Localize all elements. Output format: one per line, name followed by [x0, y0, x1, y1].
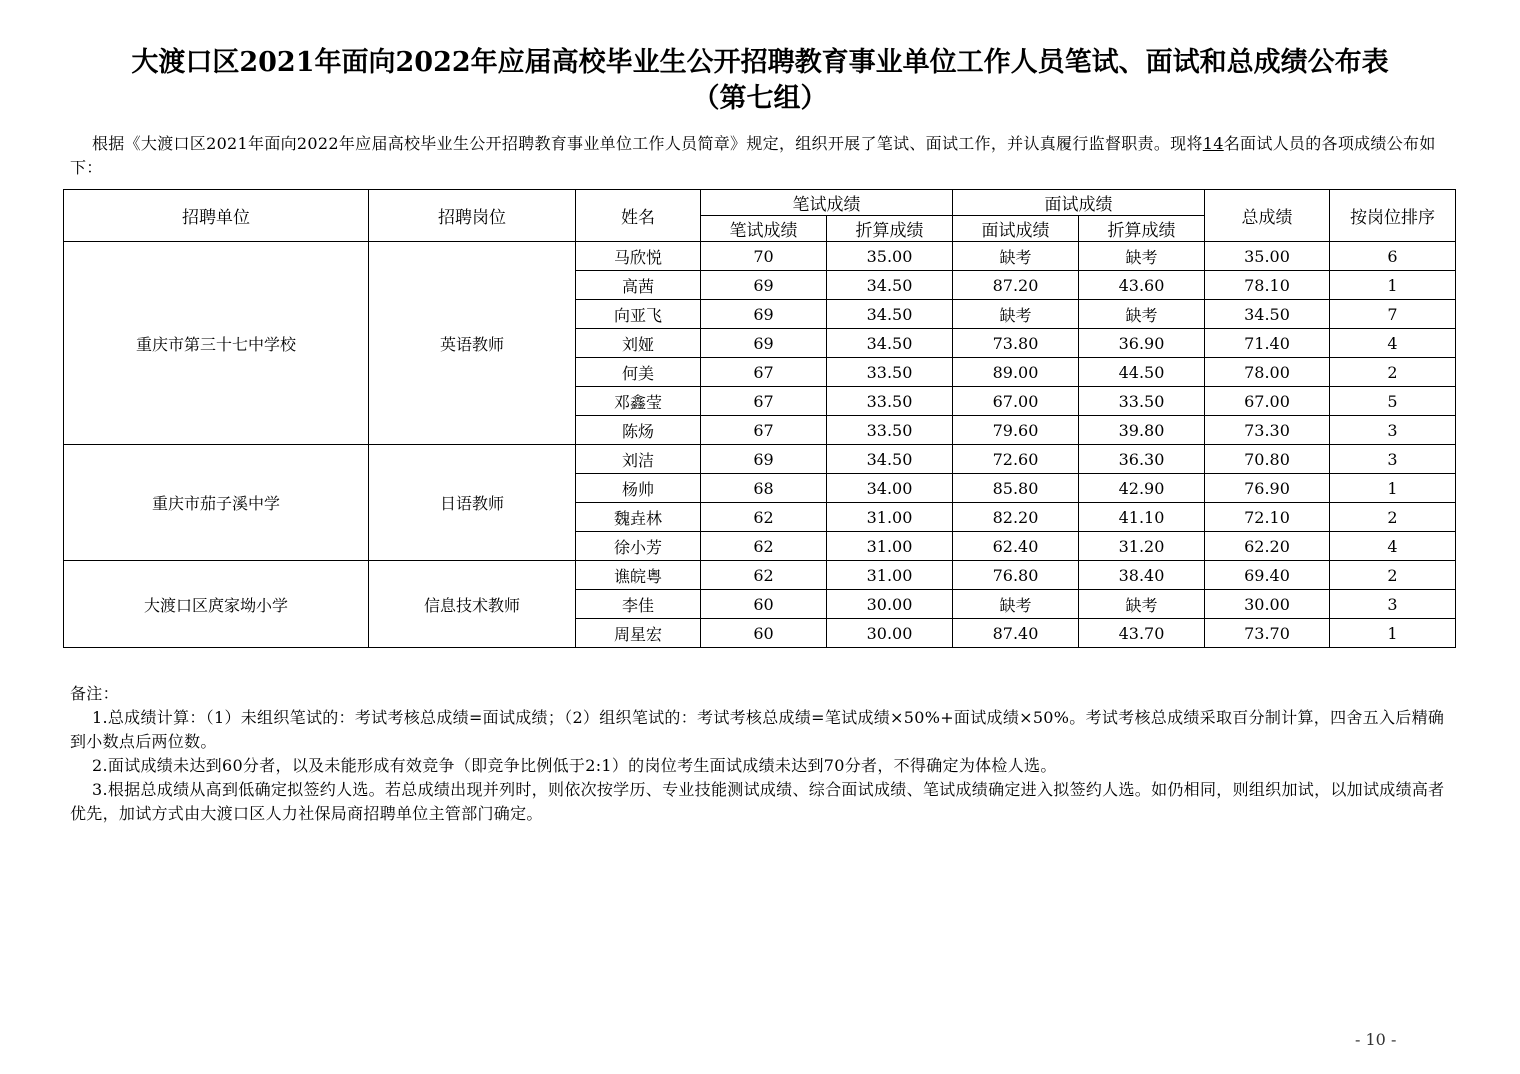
cell-post: 信息技术教师: [369, 561, 576, 648]
cell-name: 邓鑫莹: [576, 387, 701, 416]
page-subtitle: （第七组）: [692, 83, 828, 114]
cell-interview-converted: 43.70: [1079, 619, 1205, 648]
header-written-converted: 折算成绩: [827, 216, 953, 242]
cell-name: 陈炀: [576, 416, 701, 445]
cell-written-converted: 34.00: [827, 474, 953, 503]
cell-rank: 2: [1330, 358, 1456, 387]
table-body: [64, 242, 1456, 648]
results-table: [63, 189, 1456, 648]
table-row: [64, 561, 1456, 590]
cell-written-converted: 30.00: [827, 619, 953, 648]
cell-written-converted: 34.50: [827, 300, 953, 329]
header-total: 总成绩: [1205, 190, 1330, 242]
note-item: 3.根据总成绩从高到低确定拟签约人选。若总成绩出现并列时，则依次按学历、专业技能测试成绩、综合面试成绩、笔试成绩确定进入拟签约人选。如仍相同，则组织加试，以加试成绩高者优先，加试方式由大渡口区人力社保局商招聘单位主管部门确定。: [70, 780, 1445, 823]
cell-total: 62.20: [1205, 532, 1330, 561]
cell-written-score: 67: [701, 416, 827, 445]
table-row: [64, 445, 1456, 474]
cell-interview-score: 缺考: [953, 300, 1079, 329]
cell-unit: 大渡口区庹家坳小学: [64, 561, 369, 648]
cell-written-converted: 34.50: [827, 445, 953, 474]
cell-written-converted: 34.50: [827, 271, 953, 300]
cell-interview-converted: 42.90: [1079, 474, 1205, 503]
cell-total: 78.00: [1205, 358, 1330, 387]
cell-name: 杨帅: [576, 474, 701, 503]
cell-rank: 1: [1330, 271, 1456, 300]
cell-rank: 6: [1330, 242, 1456, 271]
note-item: 2.面试成绩未达到60分者，以及未能形成有效竞争（即竞争比例低于2:1）的岗位考生面试成绩未达到70分者，不得确定为体检人选。: [92, 756, 1057, 775]
cell-interview-converted: 33.50: [1079, 387, 1205, 416]
cell-rank: 1: [1330, 474, 1456, 503]
page-title: 大渡口区2021年面向2022年应届高校毕业生公开招聘教育事业单位工作人员笔试、面试和总成绩公布表: [131, 47, 1389, 78]
cell-interview-score: 67.00: [953, 387, 1079, 416]
header-interview-group: 面试成绩: [953, 190, 1205, 216]
cell-name: 何美: [576, 358, 701, 387]
header-interview-score: 面试成绩: [953, 216, 1079, 242]
header-rank: 按岗位排序: [1330, 190, 1456, 242]
cell-written-converted: 30.00: [827, 590, 953, 619]
cell-interview-converted: 缺考: [1079, 242, 1205, 271]
cell-interview-score: 76.80: [953, 561, 1079, 590]
cell-written-converted: 31.00: [827, 503, 953, 532]
cell-total: 76.90: [1205, 474, 1330, 503]
cell-written-score: 67: [701, 358, 827, 387]
cell-total: 69.40: [1205, 561, 1330, 590]
cell-name: 徐小芳: [576, 532, 701, 561]
cell-interview-converted: 缺考: [1079, 590, 1205, 619]
header-post: 招聘岗位: [369, 190, 576, 242]
cell-total: 73.30: [1205, 416, 1330, 445]
cell-written-score: 62: [701, 532, 827, 561]
cell-interview-score: 62.40: [953, 532, 1079, 561]
cell-written-score: 68: [701, 474, 827, 503]
notes-section: [70, 682, 1455, 826]
cell-total: 71.40: [1205, 329, 1330, 358]
cell-unit: 重庆市茄子溪中学: [64, 445, 369, 561]
cell-written-score: 62: [701, 561, 827, 590]
cell-name: 马欣悦: [576, 242, 701, 271]
cell-interview-score: 73.80: [953, 329, 1079, 358]
cell-total: 34.50: [1205, 300, 1330, 329]
cell-written-converted: 33.50: [827, 387, 953, 416]
cell-interview-score: 87.40: [953, 619, 1079, 648]
cell-total: 72.10: [1205, 503, 1330, 532]
cell-written-score: 62: [701, 503, 827, 532]
cell-interview-score: 72.60: [953, 445, 1079, 474]
cell-rank: 5: [1330, 387, 1456, 416]
cell-rank: 4: [1330, 329, 1456, 358]
cell-name: 魏垚林: [576, 503, 701, 532]
cell-interview-converted: 36.90: [1079, 329, 1205, 358]
cell-rank: 3: [1330, 590, 1456, 619]
cell-rank: 2: [1330, 503, 1456, 532]
cell-interview-converted: 36.30: [1079, 445, 1205, 474]
table-row: [64, 242, 1456, 271]
cell-interview-converted: 38.40: [1079, 561, 1205, 590]
cell-written-score: 69: [701, 300, 827, 329]
cell-interview-converted: 41.10: [1079, 503, 1205, 532]
cell-written-score: 60: [701, 590, 827, 619]
cell-rank: 2: [1330, 561, 1456, 590]
cell-name: 刘娅: [576, 329, 701, 358]
cell-total: 78.10: [1205, 271, 1330, 300]
cell-rank: 3: [1330, 416, 1456, 445]
cell-interview-score: 85.80: [953, 474, 1079, 503]
cell-written-converted: 35.00: [827, 242, 953, 271]
cell-rank: 7: [1330, 300, 1456, 329]
cell-written-score: 67: [701, 387, 827, 416]
notes-heading: 备注：: [70, 684, 119, 703]
cell-written-converted: 34.50: [827, 329, 953, 358]
cell-interview-score: 79.60: [953, 416, 1079, 445]
cell-interview-score: 缺考: [953, 590, 1079, 619]
cell-post: 英语教师: [369, 242, 576, 445]
cell-name: 李佳: [576, 590, 701, 619]
cell-written-converted: 33.50: [827, 358, 953, 387]
cell-total: 70.80: [1205, 445, 1330, 474]
cell-written-score: 69: [701, 445, 827, 474]
cell-written-score: 69: [701, 329, 827, 358]
cell-total: 73.70: [1205, 619, 1330, 648]
cell-rank: 3: [1330, 445, 1456, 474]
cell-interview-converted: 31.20: [1079, 532, 1205, 561]
cell-interview-score: 缺考: [953, 242, 1079, 271]
cell-rank: 4: [1330, 532, 1456, 561]
cell-written-converted: 31.00: [827, 532, 953, 561]
cell-interview-converted: 39.80: [1079, 416, 1205, 445]
cell-total: 67.00: [1205, 387, 1330, 416]
cell-name: 谯皖粤: [576, 561, 701, 590]
header-interview-converted: 折算成绩: [1079, 216, 1205, 242]
intro-count: 14: [1202, 134, 1224, 153]
cell-total: 30.00: [1205, 590, 1330, 619]
cell-interview-converted: 43.60: [1079, 271, 1205, 300]
cell-name: 周星宏: [576, 619, 701, 648]
cell-interview-converted: 44.50: [1079, 358, 1205, 387]
cell-name: 高茜: [576, 271, 701, 300]
header-written-group: 笔试成绩: [701, 190, 953, 216]
cell-interview-score: 87.20: [953, 271, 1079, 300]
page-number: - 10 -: [1355, 1030, 1397, 1049]
note-item: 1.总成绩计算：（1）未组织笔试的：考试考核总成绩=面试成绩；（2）组织笔试的：考试考核总成绩=笔试成绩×50%+面试成绩×50%。考试考核总成绩采取百分制计算，四舍五入后精确到小数点后两位数。: [70, 708, 1445, 751]
cell-interview-score: 89.00: [953, 358, 1079, 387]
cell-name: 刘洁: [576, 445, 701, 474]
cell-post: 日语教师: [369, 445, 576, 561]
cell-written-score: 70: [701, 242, 827, 271]
cell-unit: 重庆市第三十七中学校: [64, 242, 369, 445]
cell-written-score: 60: [701, 619, 827, 648]
header-written-score: 笔试成绩: [701, 216, 827, 242]
cell-written-converted: 33.50: [827, 416, 953, 445]
cell-written-converted: 31.00: [827, 561, 953, 590]
cell-total: 35.00: [1205, 242, 1330, 271]
cell-name: 向亚飞: [576, 300, 701, 329]
cell-rank: 1: [1330, 619, 1456, 648]
cell-interview-converted: 缺考: [1079, 300, 1205, 329]
header-name: 姓名: [576, 190, 701, 242]
cell-interview-score: 82.20: [953, 503, 1079, 532]
intro-text-after: 名面试人员的各项成绩公布如下：: [70, 134, 1436, 177]
header-unit: 招聘单位: [64, 190, 369, 242]
intro-text-before: 根据《大渡口区2021年面向2022年应届高校毕业生公开招聘教育事业单位工作人员简章》规定，组织开展了笔试、面试工作，并认真履行监督职责。现将: [92, 134, 1203, 153]
intro-paragraph: [70, 132, 1460, 180]
cell-written-score: 69: [701, 271, 827, 300]
